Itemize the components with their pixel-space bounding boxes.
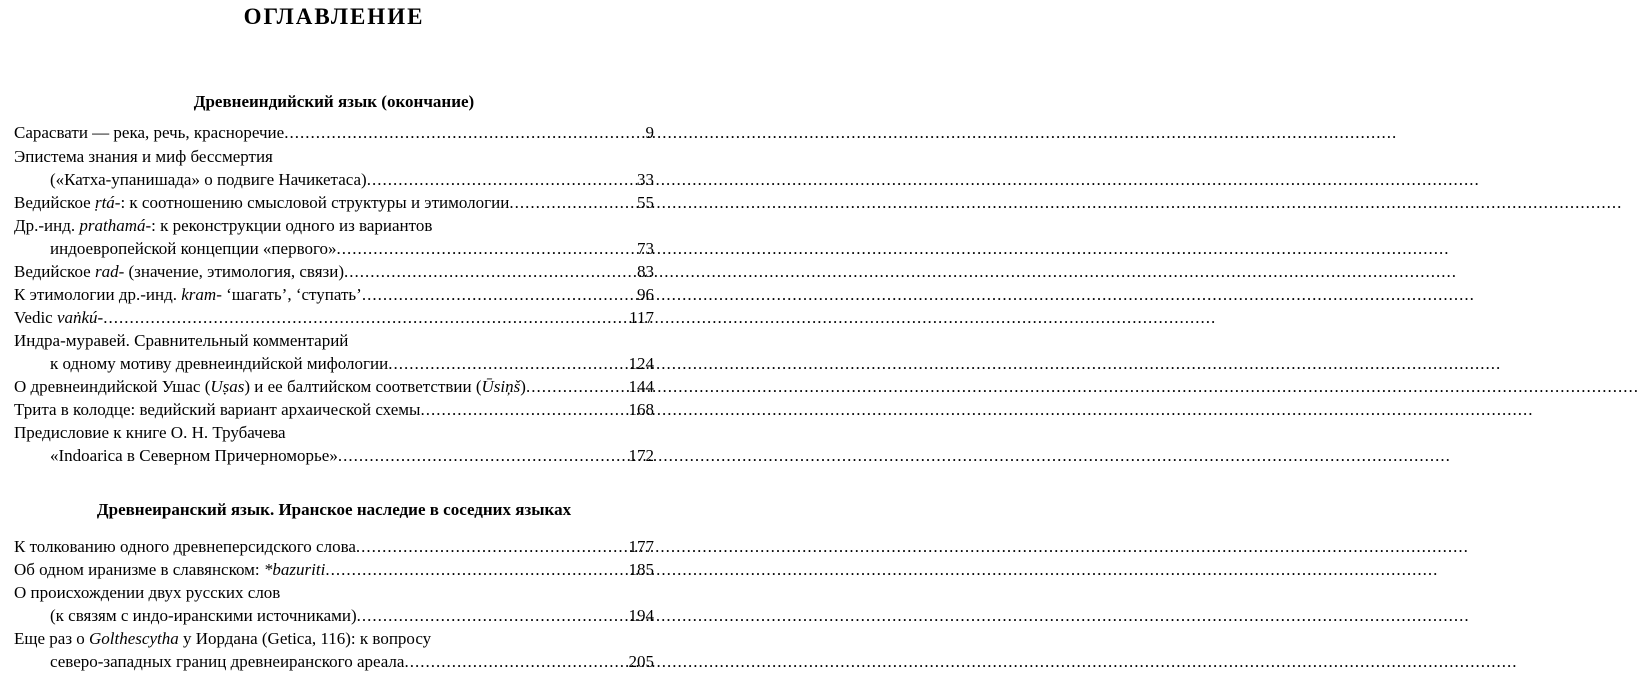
toc-entry[interactable] [14, 284, 654, 306]
toc-entry-title: Ведийское rad- (значение, этимология, связи) [14, 262, 345, 281]
toc-entry-title: К толкованию одного древнеперсидского слова [14, 537, 356, 556]
toc-dot-leader [338, 445, 629, 467]
toc-dot-leader [388, 353, 628, 375]
toc-page-number: 9 [645, 123, 654, 142]
toc-dot-leader [367, 169, 637, 191]
toc-page-number: 96 [637, 285, 654, 304]
toc-entry[interactable] [14, 559, 654, 581]
toc-page-number: 55 [637, 193, 654, 212]
toc-dot-leader [337, 238, 637, 260]
toc-entry-title: Ведийское ṛtá-: к соотношению смысловой структуры и этимологии [14, 193, 510, 212]
toc-entry-line1: Предисловие к книге О. Н. Трубачева [14, 423, 286, 442]
toc-entry-title: северо-западных границ древнеиранского ареала [50, 652, 405, 671]
toc-dot-leader [404, 651, 628, 673]
toc-page-number: 194 [628, 606, 654, 625]
toc-dot-leader [356, 536, 629, 558]
toc-entry[interactable] [50, 353, 654, 375]
section-heading: Древнеиранский язык. Иранское наследие в соседних языках [96, 500, 572, 519]
toc-page-number: 33 [637, 170, 654, 189]
toc-entry-title: Vedic vaṅkú- [14, 308, 104, 327]
toc-entry[interactable] [14, 307, 654, 329]
toc-entry[interactable] [50, 169, 654, 191]
toc-entry[interactable] [50, 651, 654, 673]
toc-entry-line1: Др.-инд. prathamá-: к реконструкции одного из вариантов [14, 216, 433, 235]
page-title: ОГЛАВЛЕНИЕ [243, 4, 425, 29]
section-heading: Древнеиндийский язык (окончание) [193, 92, 475, 111]
toc-dot-leader [284, 122, 645, 144]
toc-page-number: 83 [637, 262, 654, 281]
toc-entry[interactable] [50, 605, 654, 627]
toc-entry-title: Об одном иранизме в славянском: *bazuriti [14, 560, 326, 579]
toc-dot-leader [420, 399, 628, 421]
toc-page-number: 117 [629, 308, 654, 327]
toc-entry[interactable] [50, 445, 654, 467]
toc-page-number: 205 [628, 652, 654, 671]
toc-page-number: 168 [628, 400, 654, 419]
toc-entry[interactable] [14, 536, 654, 558]
toc-dot-leader [344, 261, 637, 283]
toc-entry-title: индоевропейской концепции «первого» [50, 239, 337, 258]
toc-dot-leader [526, 376, 629, 398]
toc-entry[interactable] [14, 122, 654, 144]
toc-entry-line1: Эпистема знания и миф бессмертия [14, 147, 273, 166]
toc-entry-title: «Indoarica в Северном Причерноморье» [50, 446, 338, 465]
toc-page-number: 185 [628, 560, 654, 579]
toc-dot-leader [325, 559, 628, 581]
toc-entry-title: Трита в колодце: ведийский вариант архаической схемы [14, 400, 421, 419]
toc-dot-leader [357, 605, 629, 627]
toc-dot-leader [103, 307, 629, 329]
toc-entry-title: («Катха-упанишада» о подвиге Начикетаса) [50, 170, 367, 189]
toc-dot-leader [362, 284, 637, 306]
toc-entry-title: Сарасвати — река, речь, красноречие [14, 123, 285, 142]
toc-entry-title: к одному мотиву древнеиндийской мифологии [50, 354, 389, 373]
toc-entry-title: О древнеиндийской Ушас (Uṣas) и ее балтийском соответствии (Ūsiņš) [14, 377, 526, 396]
toc-entry[interactable] [14, 192, 654, 214]
toc-entry-line1: О происхождении двух русских слов [14, 583, 281, 602]
toc-entry-title: (к связям с индо-иранскими источниками) [50, 606, 357, 625]
toc-entry-line1: Индра-муравей. Сравнительный комментарий [14, 331, 349, 350]
toc-page-number: 177 [628, 537, 654, 556]
toc-entry-title: К этимологии др.-инд. kram- ‘шагать’, ‘ступать’ [14, 285, 362, 304]
toc-page-number: 172 [628, 446, 654, 465]
toc-page-number: 124 [628, 354, 654, 373]
toc-entry[interactable] [50, 238, 654, 260]
toc-entry[interactable] [14, 376, 654, 398]
toc-entry[interactable] [14, 399, 654, 421]
toc-page-number: 144 [628, 377, 654, 396]
toc-entry-line1: Еще раз о Golthescytha у Иордана (Getica, 116): к вопросу [14, 629, 432, 648]
toc-page-number: 73 [637, 239, 654, 258]
toc-dot-leader [509, 192, 637, 214]
toc-entry[interactable] [14, 261, 654, 283]
